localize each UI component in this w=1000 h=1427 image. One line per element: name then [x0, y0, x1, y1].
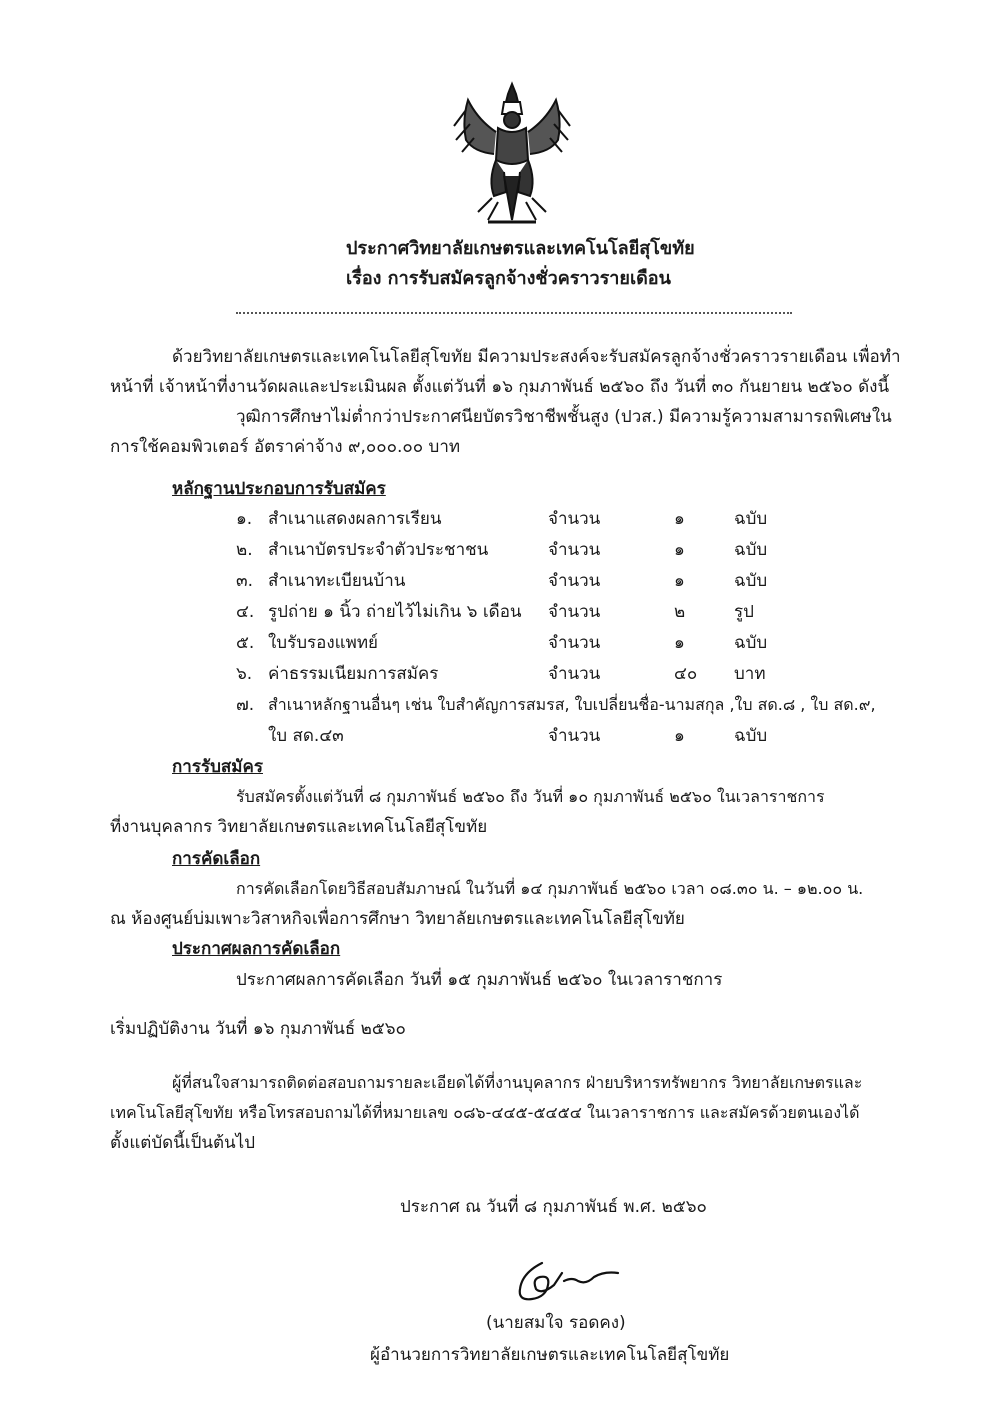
item-number: ๔. [236, 602, 255, 622]
announcement-title: ประกาศวิทยาลัยเกษตรและเทคโนโลยีสุโขทัย [346, 238, 695, 259]
signer-name: (นายสมใจ รอดคง) [486, 1313, 626, 1333]
item-number: ๖. [236, 664, 253, 684]
item-text-continued: ใบ สด.๔๓ [268, 726, 344, 746]
item-unit: ฉบับ [734, 571, 768, 591]
item-qty-label: จำนวน [548, 571, 601, 591]
application-line: รับสมัครตั้งแต่วันที่ ๘ กุมภาพันธ์ ๒๕๖๐ ถึง วันที่ ๑๐ กุมภาพันธ์ ๒๕๖๐ ในเวลาราชการ [236, 787, 825, 806]
garuda-emblem-icon [448, 80, 576, 230]
selection-heading: การคัดเลือก [172, 849, 261, 869]
item-text: สำเนาหลักฐานอื่นๆ เช่น ใบสำคัญการสมรส, ใบเปลี่ยนชื่อ-นามสกุล ,ใบ สด.๘ , ใบ สด.๙, [268, 695, 876, 714]
item-number: ๒. [236, 540, 253, 560]
item-text: รูปถ่าย ๑ นิ้ว ถ่ายไว้ไม่เกิน ๖ เดือน [268, 602, 522, 622]
announce-date: ประกาศ ณ วันที่ ๘ กุมภาพันธ์ พ.ศ. ๒๕๖๐ [400, 1197, 707, 1217]
item-number: ๗. [236, 695, 255, 715]
item-number: ๓. [236, 571, 254, 591]
title-divider [236, 312, 792, 314]
item-qty: ๑ [674, 509, 685, 529]
intro-line: การใช้คอมพิวเตอร์ อัตราค่าจ้าง ๙,๐๐๐.๐๐ บาท [110, 437, 461, 457]
application-line: ที่งานบุคลากร วิทยาลัยเกษตรและเทคโนโลยีสุโขทัย [110, 817, 488, 837]
item-qty: ๑ [674, 540, 685, 560]
item-text: สำเนาแสดงผลการเรียน [268, 509, 442, 529]
item-number: ๑. [236, 509, 253, 529]
item-qty-label: จำนวน [548, 602, 601, 622]
result-line: ประกาศผลการคัดเลือก วันที่ ๑๕ กุมภาพันธ์ ๒๕๖๐ ในเวลาราชการ [236, 970, 723, 990]
item-unit: ฉบับ [734, 726, 768, 746]
signer-position: ผู้อำนวยการวิทยาลัยเกษตรและเทคโนโลยีสุโขทัย [370, 1345, 730, 1365]
item-qty-label: จำนวน [548, 726, 601, 746]
item-text: ค่าธรรมเนียมการสมัคร [268, 664, 439, 684]
selection-line: การคัดเลือกโดยวิธีสอบสัมภาษณ์ ในวันที่ ๑๔ กุมภาพันธ์ ๒๕๖๐ เวลา ๐๘.๓๐ น. – ๑๒.๐๐ น. [236, 879, 864, 898]
result-heading: ประกาศผลการคัดเลือก [172, 939, 341, 959]
item-qty: ๑ [674, 633, 685, 653]
intro-line: ด้วยวิทยาลัยเกษตรและเทคโนโลยีสุโขทัย มีความประสงค์จะรับสมัครลูกจ้างชั่วคราวรายเดือน เพื่อทำ [172, 347, 901, 367]
contact-line: ผู้ที่สนใจสามารถติดต่อสอบถามรายละเอียดได้ที่งานบุคลากร ฝ่ายบริหารทรัพยากร วิทยาลัยเกษตรและ [172, 1073, 863, 1092]
contact-line: เทคโนโลยีสุโขทัย หรือโทรสอบถามได้ที่หมายเลข ๐๘๖-๔๔๕-๕๔๕๔ ในเวลาราชการ และสมัครด้วยตนเองได้ [110, 1103, 860, 1122]
item-text: สำเนาทะเบียนบ้าน [268, 571, 406, 591]
intro-line: หน้าที่ เจ้าหน้าที่งานวัดผลและประเมินผล ตั้งแต่วันที่ ๑๖ กุมภาพันธ์ ๒๕๖๐ ถึง วันที่ ๓๐ กันยายน ๒๕๖๐ ดังนี้ [110, 377, 890, 397]
item-qty-label: จำนวน [548, 540, 601, 560]
selection-line: ณ ห้องศูนย์บ่มเพาะวิสาหกิจเพื่อการศึกษา วิทยาลัยเกษตรและเทคโนโลยีสุโขทัย [110, 909, 685, 929]
item-unit: รูป [734, 602, 754, 622]
item-qty-label: จำนวน [548, 633, 601, 653]
item-unit: บาท [734, 664, 766, 684]
announcement-subject: เรื่อง การรับสมัครลูกจ้างชั่วคราวรายเดือน [346, 268, 671, 289]
application-heading: การรับสมัคร [172, 757, 263, 777]
item-text: ใบรับรองแพทย์ [268, 633, 378, 653]
intro-line: วุฒิการศึกษาไม่ต่ำกว่าประกาศนียบัตรวิชาชีพชั้นสูง (ปวส.) มีความรู้ความสามารถพิเศษใน [236, 407, 892, 427]
contact-line: ตั้งแต่บัดนี้เป็นต้นไป [110, 1133, 256, 1153]
item-qty: ๒ [674, 602, 686, 622]
item-qty-label: จำนวน [548, 509, 601, 529]
item-unit: ฉบับ [734, 633, 768, 653]
item-qty: ๑ [674, 571, 685, 591]
item-unit: ฉบับ [734, 540, 768, 560]
documents-heading: หลักฐานประกอบการรับสมัคร [172, 479, 386, 499]
item-qty-label: จำนวน [548, 664, 601, 684]
item-qty: ๑ [674, 726, 685, 746]
signature-icon [512, 1255, 622, 1305]
item-qty: ๔๐ [674, 664, 698, 684]
start-work-line: เริ่มปฏิบัติงาน วันที่ ๑๖ กุมภาพันธ์ ๒๕๖๐ [110, 1019, 406, 1039]
item-number: ๕. [236, 633, 255, 653]
item-unit: ฉบับ [734, 509, 768, 529]
item-text: สำเนาบัตรประจำตัวประชาชน [268, 540, 489, 560]
